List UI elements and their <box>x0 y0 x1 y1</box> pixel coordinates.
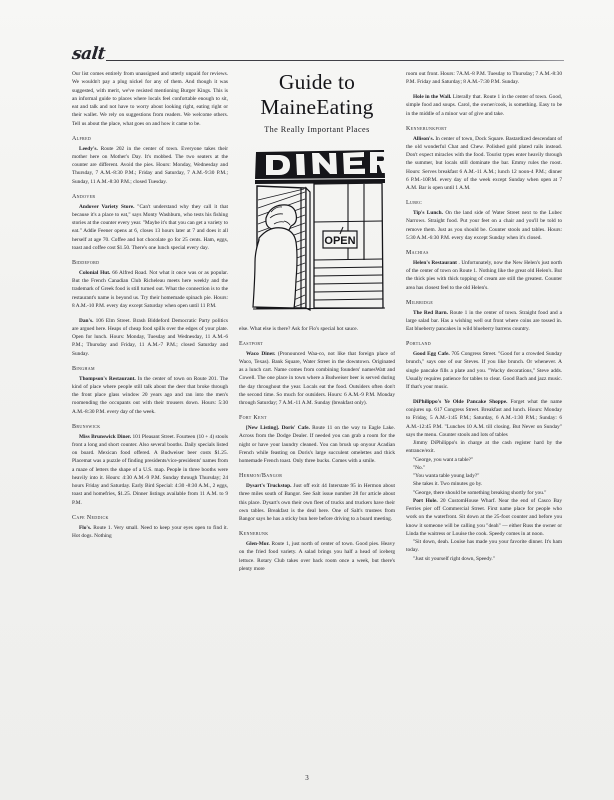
listing-entry <box>72 524 228 541</box>
intro-paragraph: Our list comes entirely from unassigned and utterly unpaid for reviews. We wouldn't pay a plug nickel for any of them. And though it was suggested, with merit, we've resisted mentioning Burger Kings. This is an informal guide to places where locals feel confortable enough to sit, eat and talk and not have to worry about looking right, eating right or their wallet. We rely on suggestions from readers. We welcome others. Tell us about the place, what goes on and how it came to be. <box>72 71 228 127</box>
place-name: Miss Brunswick Diner. <box>79 433 132 440</box>
diner-illustration <box>239 148 395 316</box>
listing-entry <box>72 317 228 358</box>
place-name: Thompson's Restaurant. <box>79 375 136 382</box>
article-columns <box>72 70 564 782</box>
listing-entry <box>406 497 562 538</box>
town-heading: Kennebunkport <box>406 125 447 132</box>
place-name: Doris' Cafe. <box>279 425 310 432</box>
listing-entry <box>406 398 562 439</box>
masthead <box>72 38 564 64</box>
town-heading: Brunswick <box>72 423 101 430</box>
dialogue-line: "Just sit yourself right down, Speedy." <box>413 555 495 562</box>
page-subtitle: The Really Important Places <box>264 125 370 134</box>
listing-text: 66 Alfred Road. Not what it once was or as popular. But the French Canadian Club Richeleau meets here weekly and the trademark of Greek food is still turned out. What the connection is to the restaurant's name is beyond us. Try their homemade spinach pie. Hours: 8 A.M.-10 P.M. every day except Saturday when open until 11 P.M. <box>72 269 229 309</box>
listing-text: In the center of town on Route 201. The kind of place where people still talk about the deer that broke through the front place glass window 20 years ago and ran into the men's roomending the occupants out with their trousers down. Hours: 5:30 A.M.-8:30 P.M. every day of the week. <box>72 375 228 415</box>
place-name: Allison's. <box>413 135 434 142</box>
listing-text: Route 1, just north of center of town. Good pies. Heavy on the fried food variety. A salad brings you half a head of iceberg lettuce. Rotary Club takes over back room once a week, but there's plenty more <box>239 541 395 572</box>
listing-entry <box>72 145 228 186</box>
place-name: The Red Barn. <box>413 309 448 316</box>
listing-entry <box>406 350 562 391</box>
listing-text: 101 Pleasant Street. Fourteen (10 + 4) stools front a long and short counter. Also several booths. Daily specials listed on board. Mexican food offered. A Budweiser beer costs $1.25. Placemat was a puzzle of finding presidents/vice-presidents' names from a maze of letters the shape of a U.S. map. People in three booths were heavily into it. Hours: 4:30 A.M.-9 P.M. Sunday through Thursday; 24 hours Friday and Saturday. Early Bird Special: 4:30 -8:30 A.M., 2 eggs, toast and homefries, $1.25. Dinner listings available from 11 A.M. to 9 P.M. <box>72 433 228 506</box>
column-middle <box>239 70 395 782</box>
town-heading: Machias <box>406 250 429 257</box>
place-name: Flo's. <box>79 524 92 531</box>
listing-text: Route 202 in the center of town. Everyone takes their mother here on Mother's Day. It's mobbed. The two seaters at the counter are different. Avoid the pies. Hours: Monday, Wednesday and Thursday, 7 A.M.-8:30 P.M.; Friday and Saturday, 7 A.M.-9:30 P.M.; Sunday, 11 A.M.-8:30 P.M.; closed Tuesday. <box>72 145 228 185</box>
page-title <box>239 70 395 119</box>
place-name: Waco Diner. <box>246 350 276 357</box>
listing-text: 20 CustomHouse Wharf. Near the end of Casco Bay Ferries pier off Commercial Street. First name place for people who work on the waterfront. Sit down at the 25-foot counter and before you know it someone will be calling you "deah" — either Russ the owner or Linda the waitress or Louise the cook. Speedy comes in at noon. <box>406 497 562 537</box>
listing-entry <box>239 540 395 573</box>
listing-text: Literally that. Route 1 in the center of town. Good, simple food and soups. Carol, the owner/cook, is something. Easy to be in the middle of a minor war of give and take. <box>406 94 563 117</box>
place-name: Hole in the Wall. <box>413 94 452 100</box>
place-name: Port Hole. <box>413 497 438 504</box>
listing-text: Just off exit 44 Interstate 95 in Hermon about three miles south of Bangor. See Salt issue number 28 for article about this place. Dysart's own their own fleet of trucks and truckers have their own tables. Breakfast is the deal here. One of Salt's trustees from Bangor says he has a sticky bun here before driving to a board meeting. <box>239 483 395 523</box>
column-right <box>406 70 562 782</box>
page-number: 3 <box>305 774 309 782</box>
town-heading: Lubec <box>406 200 423 207</box>
salt-logo: salt <box>71 44 107 64</box>
listing-entry <box>72 203 228 253</box>
listing-text: Route 11 on the way to Eagle Lake. Across from the Dodge Dealer. If needed you can grab a room for the night or have your laundry cleaned. You can brush up onyour Acadian French while feasting on Doris's large succulent omelettes and thick homemade French toast. Only three bucks. Comes with a smile. <box>239 425 395 465</box>
town-heading: Fort Kent <box>239 415 267 422</box>
new-listing-tag: [New Listing]. <box>246 425 280 432</box>
listing-text: Forget what the name conjures up. 617 Congress Street. Breakfast and lunch. Hours: Monday to Friday, 5 A.M.-1:45 P.M.; Saturday, 6 A.M.-1:30 P.M.; Sunday: 6 A.M.-12:45 P.M. "Lunches 10 A.M. till closing. But Never on Sunday" says the menu. Counter stools and lots of tables <box>406 398 563 438</box>
town-heading: Hermon/Bangor <box>239 473 283 480</box>
listing-entry <box>239 482 395 523</box>
open-sign-text: OPEN <box>324 234 356 247</box>
dialogue-line: "No." <box>413 464 426 471</box>
listing-entry <box>72 375 228 416</box>
listing-text: (Pronounced Waa-co, not like that foreign place of Waco, Texas). Bank Square, Water Street in the downtown. Originated as a lunch cart. Name comes from combining founders' namesWatt and Cowell. The one place in town where a Budweiser beer is served during the day throughout the year. Locals eat the food. Outsiders often don't the second time. So much for outsiders. Hours: 6 A.M.-9 P.M. Monday through Saturday; 7 A.M.-11 A.M. Sunday (breakfast only). <box>239 350 395 407</box>
listing-entry <box>406 309 562 334</box>
listing-text: . Unfortunately, now the New Helen's just north of the center of town on Route 1. Nothing like the great old Helen's. But the thick pies with thick topping of cream are still the greatest. Counter area has closest feel to the old Helen's. <box>406 259 562 291</box>
dialogue-line: Jimmy DiPhilippo's in charge at the cash register hard by the entrance/exit. <box>406 440 562 455</box>
town-heading: Bingham <box>72 365 95 372</box>
town-heading: Milbridge <box>406 299 434 306</box>
listing-entry <box>239 350 395 408</box>
diner-storefront-drawing <box>244 148 390 316</box>
listing-text: Route 1. Very small. Need to keep your eyes open to find it. Hot dogs. Nothing <box>72 524 228 539</box>
place-name: Glen-Mor. <box>246 541 270 548</box>
listing-entry <box>239 424 395 465</box>
place-name: Helen's Restaurant <box>413 259 457 266</box>
title-line-2: MaineEating <box>260 94 374 119</box>
place-name: Dysart's Truckstop. <box>246 483 292 490</box>
listing-text: In center of town, Dock Square. Bastardized descendant of the old wonderful Chat and Chew. Polished gold plated rails instead. Don't expect miracles with the food. Tourist types enter heavily through the summer, but locals still dominate the bar. Emmy rules the roost. Hours: Serves breakfast 6 A.M.-11 A.M.; lunch 12 noon-4 P.M.; dinner 6 P.M.-10P.M. every day of the week except Sunday when open at 7 A.M. Bar is open until 1 A.M. <box>406 135 562 192</box>
dialogue-line: She takes it. Two minutes go by. <box>413 481 483 488</box>
place-name: Tip's Lunch. <box>413 210 443 217</box>
place-name: Colonial Hut. <box>79 269 111 276</box>
town-heading: Biddeford <box>72 260 100 267</box>
town-heading: Alfred <box>72 135 92 142</box>
town-heading: Cape Neddick <box>72 514 109 521</box>
place-name: Dan's. <box>79 317 94 324</box>
column-left <box>72 70 228 782</box>
listing-entry <box>406 209 562 242</box>
town-heading: Eastport <box>239 340 264 347</box>
continued-text: room out front. Hours: 7A.M.-8 P.M. Tuesday to Thursday; 7 A.M.-8:30 P.M. Friday and Saturday; 8 A.M.-7:30 P.M. Sunday. <box>406 71 562 86</box>
continued-text: else. What else is there? Ask for Flo's special hot sauce. <box>239 325 358 332</box>
title-line-1: Guide to <box>278 70 356 94</box>
listing-text: 106 Elm Street. Brash Biddeford Democratic Party politics are argued here. Heaps of cheap food spills over the edges of your plate. Open for lunch. Hours: Monday, Tuesday and Wednesday, 11 A.M.-6 P.M.; Thursday and Friday, 11 A.M.-7 P.M.; closed Saturday and Sunday. <box>72 317 228 357</box>
dialogue-line: "George, you want a table?" <box>413 456 474 463</box>
dialogue-line: "Sit down, deah. Louise has made you your favorite dinner. It's ham today. <box>406 539 562 554</box>
place-name: DiPhilippo's Ye Olde Pancake Shoppe. <box>413 398 508 405</box>
listing-entry <box>406 93 562 118</box>
listing-entry <box>72 433 228 507</box>
listing-entry <box>406 135 562 193</box>
dialogue-line: "You wanta table young lady?" <box>413 473 480 480</box>
listing-text: "Can't understand why they call it that because it's a place to eat," says Monty Washburn, who tests his fishing stories at the counter every year. "Maybe it's that you can get a variety to eat." Addie Feener opens at 6, closes 13 hours later at 7 and does it all herself at age 70. Coffee and hot chocolate go for 25 cents. Ham, eggs, toast and coffee cost $1.50. There's one lunch special every day. <box>72 203 228 251</box>
listing-entry <box>406 259 562 292</box>
listing-entry <box>72 269 228 310</box>
town-heading: Andover <box>72 193 96 200</box>
title-block <box>239 70 395 137</box>
listing-text: 705 Congress Street. "Good for a crowded Sunday brunch," says one of our Steves. If you like brunch. Or whenever. A single pancake fills a plate and you. "Wacky decorations," Steve adds. Usually requires patience for tables to clear. Good Bach and jazz music. If that's your music. <box>406 351 562 391</box>
masthead-rule <box>106 60 564 62</box>
listing-text: On the land side of Water Street next to the Lubec Narrows. Straight food. Put your feet on a chair and you'll be told to remove them. Just as you should be. Counter stools and tables. Hours: 5:30 A.M.-6:30 P.M. every day except Sunday when it's closed. <box>406 210 562 241</box>
listing-text: Route 1 in the center of town. Straight food and a large salad bar. Has a wishing well out front where coins are tossed in. Eat blueberry pancakes in wild blueberry barrens country. <box>406 309 562 333</box>
town-heading: Portland <box>406 341 432 348</box>
place-name: Good Egg Cafe. <box>413 351 450 358</box>
dialogue-line: "George, there should be something breaking shortly for you." <box>413 489 547 496</box>
town-heading: Kennebunk <box>239 531 269 538</box>
place-name: Andover Variety Store. <box>79 203 135 210</box>
place-name: Leedy's. <box>79 145 98 152</box>
